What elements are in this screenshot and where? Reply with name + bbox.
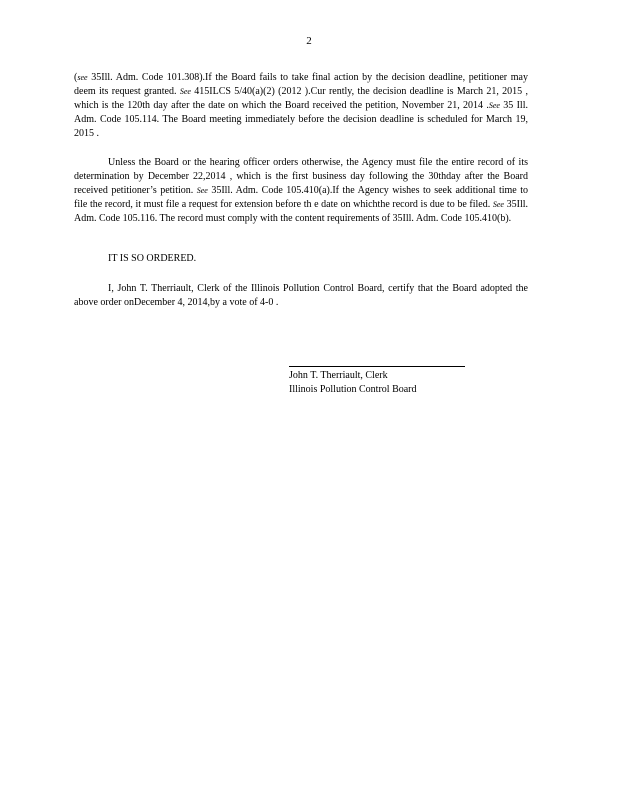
signer-name: John T. Therriault, Clerk: [289, 370, 388, 381]
page-number: 2: [306, 35, 312, 47]
text-run: 35 Ill. Adm. Code 105.114. The Board meeting immediately before the decision deadline is scheduled for March 19, 2015 .: [74, 100, 528, 139]
text-run: 35Ill. Adm. Code 105.116. The record must comply with the content requirements of 35Ill. Adm. Code 105.410(b).: [74, 199, 529, 224]
citation-signal: See: [196, 186, 208, 195]
signer-organization: Illinois Pollution Control Board: [289, 384, 417, 395]
citation-signal: See: [179, 87, 191, 96]
text-run: 35Ill. Adm. Code 101.308).If the Board fails to take final action by the decision deadline, petitioner may deem its request granted.: [74, 72, 528, 97]
paragraph-decision-deadline: [74, 71, 528, 141]
text-run: 415ILCS 5/40(a)(2) (2012 ).Cur rently, the decision deadline is March 21, 2015 , which is the 120th day after the date on which the Board received the petition, November 21, 2014 .: [74, 86, 528, 111]
text-run: (: [74, 72, 78, 83]
signature-line: [289, 366, 465, 367]
text-run: 35Ill. Adm. Code 105.410(a).If the Agency wishes to seek additional time to file the record, it must file a request for extension before th e date on whichthe record is due to be filed.: [74, 185, 528, 210]
signature-block: [289, 369, 509, 397]
paragraph-agency-record: [74, 156, 528, 226]
text-run: Unless the Board or the hearing officer orders otherwise, the Agency must file the entire record of its determination by December 22,2014 , which is the first business day following the 30thday after the Board received petitioner’s petition.: [74, 157, 528, 196]
citation-signal: See: [492, 200, 504, 209]
order-statement: IT IS SO ORDERED.: [108, 253, 197, 264]
citation-signal: See: [488, 101, 500, 110]
clerk-certification: I, John T. Therriault, Clerk of the Illinois Pollution Control Board, certify that the Board adopted the above order onDecember 4, 2014,by a vote of 4-0 .: [74, 283, 528, 308]
citation-signal: see: [77, 73, 88, 82]
